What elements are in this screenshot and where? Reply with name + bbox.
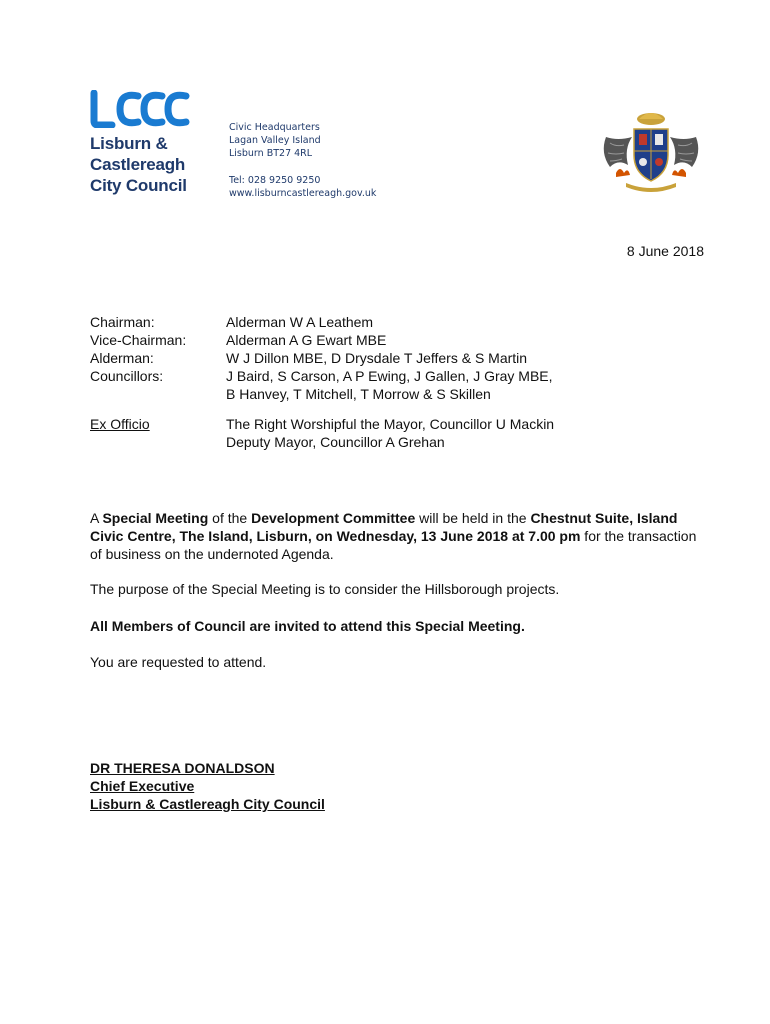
logo-line: Castlereagh — [90, 155, 186, 174]
coat-of-arms-icon — [598, 107, 704, 193]
address-line: Lisburn BT27 4RL — [229, 148, 313, 159]
member-role: Councillors: — [90, 368, 164, 384]
ex-officio-names — [226, 415, 554, 451]
signatory-name: DR THERESA DONALDSON — [90, 760, 275, 776]
ex-officio-line: The Right Worshipful the Mayor, Councillor U Mackin — [226, 416, 555, 432]
website: www.lisburncastlereagh.gov.uk — [229, 188, 377, 199]
ex-officio-line: Deputy Mayor, Councillor A Grehan — [226, 434, 445, 450]
bold-run: Special Meeting — [102, 510, 209, 526]
text-run: A — [90, 510, 103, 526]
member-names: J Baird, S Carson, A P Ewing, J Gallen, J Gray MBE, — [226, 368, 553, 384]
member-row — [90, 349, 554, 367]
address-line: Civic Headquarters — [229, 122, 320, 133]
signatory-organisation: Lisburn & Castlereagh City Council — [90, 796, 325, 812]
member-role: Vice-Chairman: — [90, 332, 187, 348]
signatory-title: Chief Executive — [90, 778, 195, 794]
logo-line: City Council — [90, 176, 187, 195]
member-row — [90, 331, 554, 349]
invitation-paragraph: All Members of Council are invited to attend this Special Meeting. — [90, 618, 525, 634]
ex-officio-label: Ex Officio — [90, 416, 150, 432]
text-run: of the — [208, 510, 252, 526]
ex-officio-row — [90, 415, 554, 451]
letter-date: 8 June 2018 — [626, 243, 704, 259]
address-line: Lagan Valley Island — [229, 135, 321, 146]
purpose-paragraph: The purpose of the Special Meeting is to consider the Hillsborough projects. — [90, 581, 560, 597]
logo-line: Lisburn & — [90, 134, 168, 153]
member-row — [90, 367, 554, 385]
logo-wordmark — [90, 133, 187, 196]
member-row — [90, 313, 554, 331]
text-run: for the transaction of business on the undernoted Agenda. — [90, 528, 697, 562]
request-paragraph: You are requested to attend. — [90, 654, 267, 670]
council-address — [229, 121, 376, 200]
meeting-notice-paragraph — [90, 509, 710, 563]
text-run: will be held in the — [415, 510, 531, 526]
member-names: Alderman A G Ewart MBE — [226, 332, 387, 348]
bold-run: Development Committee — [251, 510, 416, 526]
committee-members — [90, 313, 554, 451]
member-names: B Hanvey, T Mitchell, T Morrow & S Skillen — [226, 386, 491, 402]
member-role: Alderman: — [90, 350, 154, 366]
bold-run: Chestnut Suite, Island Civic Centre, The Island, Lisburn, on Wednesday, 13 June 2018 at 7.00 pm — [90, 510, 678, 544]
member-row — [90, 385, 554, 403]
lccc-logo-mark — [90, 90, 194, 128]
member-names: W J Dillon MBE, D Drysdale T Jeffers & S Martin — [226, 350, 528, 366]
telephone: Tel: 028 9250 9250 — [229, 175, 321, 186]
member-role — [90, 385, 226, 403]
council-logo — [90, 90, 210, 200]
signature-block — [90, 759, 325, 813]
member-role: Chairman: — [90, 314, 155, 330]
member-names: Alderman W A Leathem — [226, 314, 374, 330]
